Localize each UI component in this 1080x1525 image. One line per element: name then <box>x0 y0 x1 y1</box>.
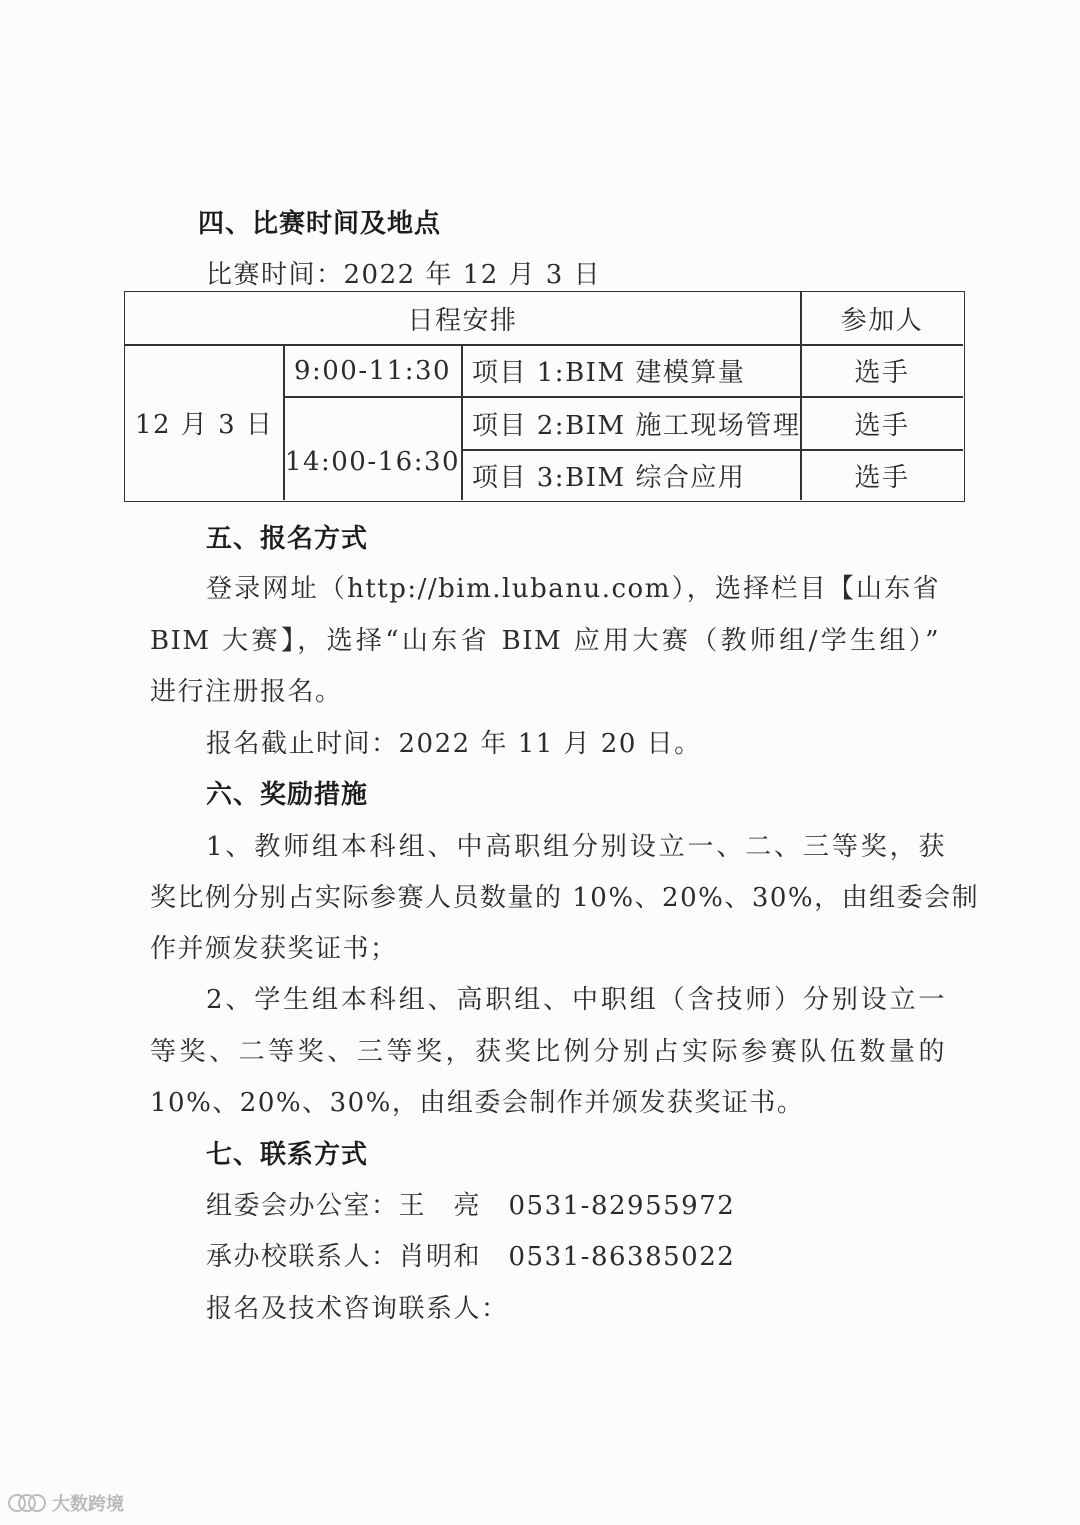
award-p1-line-1: 1、教师组本科组、中高职组分别设立一、二、三等奖，获 <box>206 832 946 862</box>
section-7-heading: 七、联系方式 <box>206 1140 369 1170</box>
registration-line-3: 进行注册报名。 <box>150 677 343 707</box>
award-p2-line-1: 2、学生组本科组、高职组、中职组（含技师）分别设立一 <box>206 985 946 1015</box>
schedule-date: 12 月 3 日 <box>135 410 274 440</box>
watermark-text: 大数跨境 <box>52 1494 124 1515</box>
watermark <box>8 1490 124 1516</box>
slot-2-time: 14:00-16:30 <box>284 446 461 477</box>
participant-1: 选手 <box>854 358 910 388</box>
header-schedule: 日程安排 <box>407 305 518 336</box>
item-2: 项目 2:BIM 施工现场管理 <box>472 410 801 441</box>
item-1: 项目 1:BIM 建模算量 <box>472 358 746 388</box>
section-5-heading: 五、报名方式 <box>206 524 369 554</box>
contact-office: 组委会办公室：王 亮 0531-82955972 <box>206 1191 736 1221</box>
award-p2-line-2: 等奖、二等奖、三等奖，获奖比例分别占实际参赛队伍数量的 <box>150 1037 946 1067</box>
registration-deadline: 报名截止时间：2022 年 11 月 20 日。 <box>206 729 702 759</box>
registration-line-1: 登录网址（http://bim.lubanu.com），选择栏目【山东省 <box>206 574 940 604</box>
contact-consult: 报名及技术咨询联系人： <box>206 1294 509 1324</box>
award-p1-line-3: 作并颁发获奖证书； <box>150 934 398 964</box>
award-p2-line-3: 10%、20%、30%，由组委会制作并颁发获奖证书。 <box>150 1088 805 1118</box>
competition-time: 比赛时间：2022 年 12 月 3 日 <box>206 260 602 290</box>
slot-1-time: 9:00-11:30 <box>293 355 452 386</box>
header-participant: 参加人 <box>840 305 924 336</box>
section-6-heading: 六、奖励措施 <box>206 780 369 810</box>
award-p1-line-2: 奖比例分别占实际参赛人员数量的 10%、20%、30%，由组委会制 <box>150 883 980 913</box>
contact-school: 承办校联系人：肖明和 0531-86385022 <box>206 1242 736 1272</box>
participant-3: 选手 <box>854 462 910 493</box>
participant-2: 选手 <box>854 410 910 441</box>
section-4-heading: 四、比赛时间及地点 <box>198 209 442 239</box>
item-3: 项目 3:BIM 综合应用 <box>472 462 746 493</box>
registration-line-2: BIM 大赛】，选择“山东省 BIM 应用大赛（教师组/学生组）” <box>150 626 940 656</box>
watermark-logo-icon <box>8 1492 48 1514</box>
schedule-table <box>124 291 965 502</box>
